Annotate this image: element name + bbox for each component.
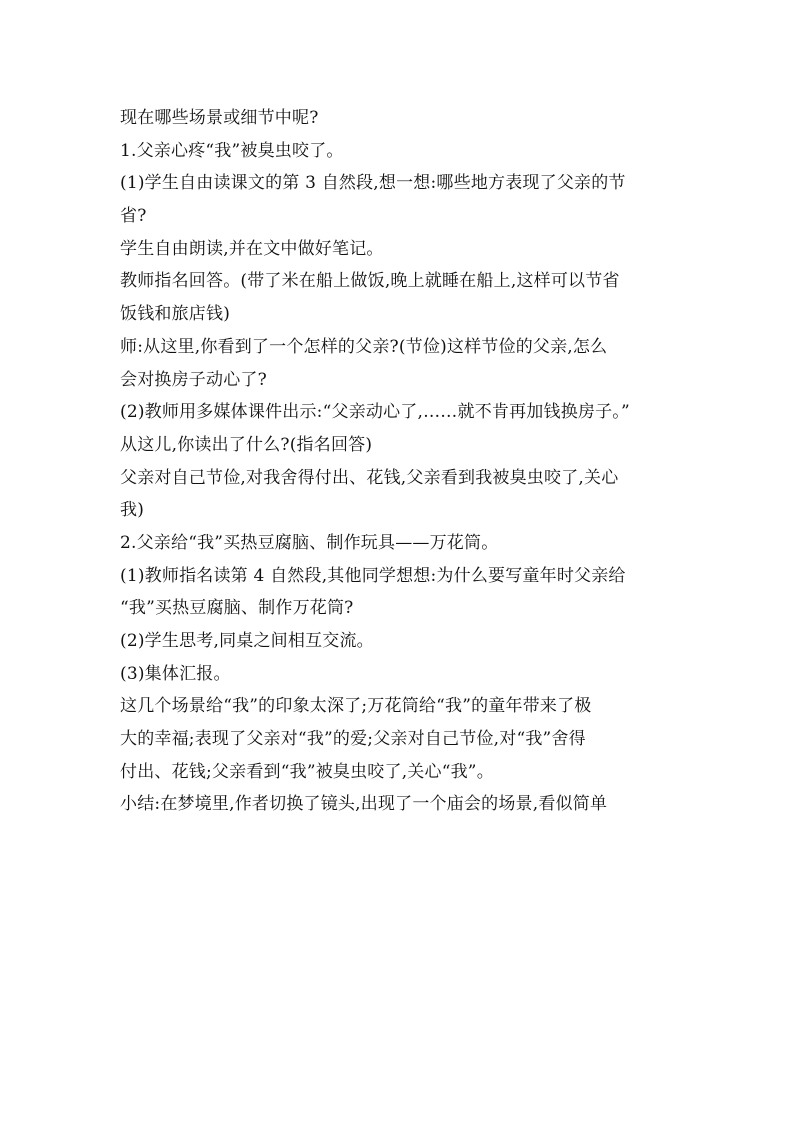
text-line: 会对换房子动心了? [120,369,267,390]
text-line: (2)学生思考,同桌之间相互交流。 [120,631,374,651]
text-line: 1.父亲心疼“我”被臭虫咬了。 [120,140,344,161]
text-line: 从这儿,你读出了什么?(指名回答) [120,434,373,455]
text-line: (1)教师指名读第 4 自然段,其他同学想想:为什么要写童年时父亲给 [120,565,626,586]
text-line: 学生自由朗读,并在文中做好笔记。 [120,238,384,259]
text-line: 父亲对自己节俭,对我舍得付出、花钱,父亲看到我被臭虫咬了,关心 [120,467,619,488]
text-line: 小结:在梦境里,作者切换了镜头,出现了一个庙会的场景,看似简单 [120,794,608,815]
text-line: 饭钱和旅店钱) [120,304,231,325]
text-line: 师:从这里,你看到了一个怎样的父亲?(节俭)这样节俭的父亲,怎么 [120,336,608,357]
text-line: 大的幸福;表现了父亲对“我”的爱;父亲对自己节俭,对“我”舍得 [120,729,586,750]
text-line: 这几个场景给“我”的印象太深了;万花筒给“我”的童年带来了极 [120,696,592,717]
text-line: (3)集体汇报。 [120,663,231,684]
text-line: 现在哪些场景或细节中呢? [120,108,319,128]
text-line: 我) [120,500,145,521]
text-line: 付出、花钱;父亲看到“我”被臭虫咬了,关心“我”。 [120,761,494,782]
text-line: 2.父亲给“我”买热豆腐脑、制作玩具——万花筒。 [120,532,499,553]
document-body [120,102,680,821]
text-line: “我”买热豆腐脑、制作万花筒? [120,598,354,619]
text-line: 省? [120,206,147,227]
text-line: (1)学生自由读课文的第 3 自然段,想一想:哪些地方表现了父亲的节 [120,173,626,194]
text-line: (2)教师用多媒体课件出示:“父亲动心了,……就不肯再加钱换房子。” [120,402,630,423]
text-line: 教师指名回答。(带了米在船上做饭,晚上就睡在船上,这样可以节省 [120,271,620,292]
